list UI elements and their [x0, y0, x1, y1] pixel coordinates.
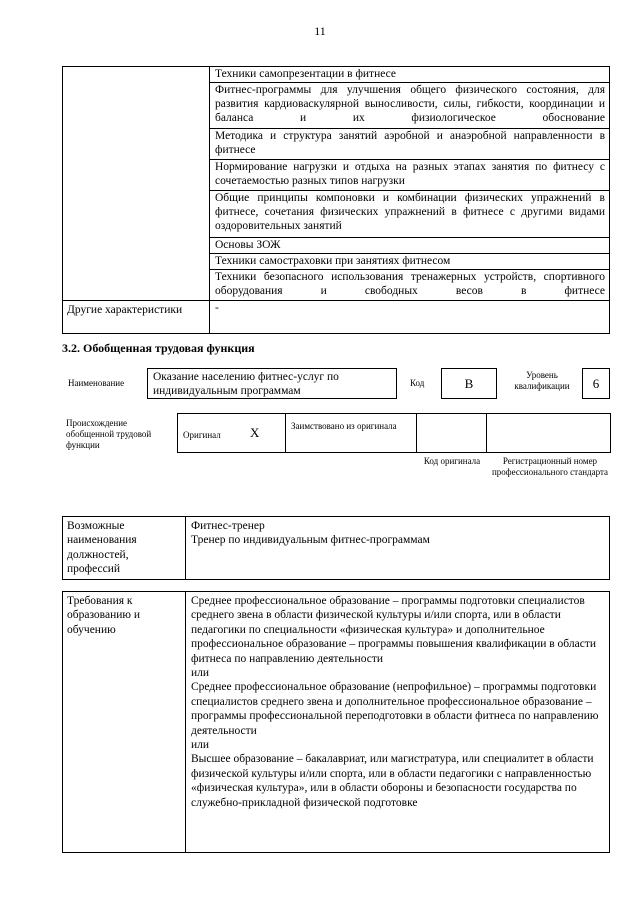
code-value: B — [441, 368, 497, 399]
origin-box — [177, 413, 611, 453]
education-or: или — [191, 739, 210, 752]
position-item: Фитнес-тренер — [191, 520, 265, 532]
reg-number-label: Регистрационный номер профессионального стандарта — [491, 456, 609, 477]
knowledge-item: Основы ЗОЖ — [210, 238, 610, 254]
divider — [486, 413, 487, 453]
table-row — [63, 67, 610, 83]
knowledge-item: Техники самопрезентации в фитнесе — [210, 67, 610, 83]
borrowed-label: Заимствовано из оригинала — [291, 421, 397, 431]
education-paragraph: Высшее образование – бакалавриат, или магистратура, или специалитет в области физической культуры и/или спорта, или в области педагогики с направленностью «физическая культура», или в области обороны и безопасности государства по служебно-прикладной физической подготовке — [191, 753, 594, 809]
education-values — [186, 592, 610, 853]
table-row — [63, 517, 610, 580]
level-label: Уровень квалификации — [514, 370, 570, 391]
knowledge-item: Общие принципы компоновки и комбинации физических упражнений в фитнесе, сочетания физических упражнений в фитнесе с другими видами оздоровительных занятий — [210, 191, 610, 238]
page-number: 11 — [314, 24, 326, 38]
knowledge-table — [62, 66, 610, 334]
education-paragraph: Среднее профессиональное образование (непрофильное) – программы подготовки специалистов среднего звена и дополнительное профессиональное образование – программы профессиональной переподготовки в области фитнеса по направлению деятельности — [191, 681, 599, 737]
education-label: Требования к образованию и обучению — [63, 592, 186, 853]
education-paragraph: Среднее профессиональное образование – программы подготовки специалистов среднего звена в области физической культуры и/или спорта, или в области педагогики по специальности «физическая культура» и дополнительное профессиональное образование – программы повышения квалификации в области фитнеса по направлению деятельности — [191, 595, 596, 665]
original-label: Оригинал — [183, 430, 221, 440]
position-item: Тренер по индивидуальным фитнес-программам — [191, 534, 430, 547]
table-row — [63, 301, 610, 334]
origin-label: Происхождение обобщенной трудовой функции — [66, 418, 152, 450]
table-row — [63, 592, 610, 853]
knowledge-item: Техники самостраховки при занятиях фитнесом — [210, 254, 610, 270]
knowledge-item: Методика и структура занятий аэробной и анаэробной направленности в фитнесе — [210, 129, 610, 160]
positions-values — [186, 517, 610, 580]
education-or: или — [191, 667, 210, 680]
knowledge-item: Нормирование нагрузки и отдыха на разных этапах занятия по фитнесу с сочетаемостью разных типов нагрузки — [210, 160, 610, 191]
knowledge-label-cell — [63, 67, 210, 301]
name-label: Наименование — [68, 378, 125, 388]
section-heading: 3.2. Обобщенная трудовая функция — [62, 341, 255, 355]
knowledge-item: Фитнес-программы для улучшения общего физического состояния, для развития кардиоваскулярной выносливости, силы, гибкости, координации и баланса и их физиологическое обоснование — [210, 83, 610, 129]
other-characteristics-label: Другие характеристики — [63, 301, 210, 334]
positions-table — [62, 516, 610, 580]
function-name: Оказание населению фитнес-услуг по индивидуальным программам — [147, 368, 397, 399]
level-value: 6 — [582, 368, 610, 399]
other-characteristics-value: - — [210, 301, 610, 334]
education-table — [62, 591, 610, 853]
divider — [416, 413, 417, 453]
code-original-label: Код оригинала — [423, 456, 481, 466]
knowledge-item: Техники безопасного использования тренажерных устройств, спортивного оборудования и свободных весов в фитнесе — [210, 270, 610, 301]
positions-label: Возможные наименования должностей, профессий — [63, 517, 186, 580]
original-mark: X — [250, 425, 260, 440]
divider — [285, 413, 286, 453]
code-label: Код — [410, 378, 425, 388]
